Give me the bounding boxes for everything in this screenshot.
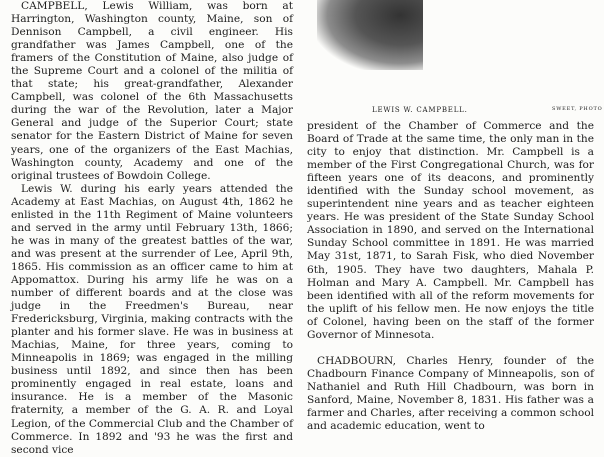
campbell-biography-career: Lewis W. during his early years attended the Academy at East Machias, on August 4th, 1862 he enlisted in the 11th Regiment of Maine volunteers and served in the army until February 13th, 1866; he was in many of the greatest battles of the war, and was present at the surrender of Lee, April 9th, 1865. His commission as an officer came to him at Appomattox. During his army life he was on a number of different boards and at the close was judge in the Freedmen's Bureau, near Fredericksburg, Virginia, making contracts with the planter and his former slave. He was in business at Machias, Maine, for three years, coming to Minneapolis in 1869; was engaged in the milling business until 1892, and since then has been prominently engaged in real estate, loans and insurance. He is a member of the Masonic fraternity, a member of the G. A. R. and Loyal Legion, of the Commercial Club and the Chamber of Commerce. In 1892 and '93 he was the first and second vice bbox=[11, 182, 293, 456]
portrait-photo-highlight bbox=[423, 0, 573, 88]
left-column bbox=[11, 0, 293, 457]
right-column bbox=[307, 120, 594, 433]
campbell-biography-intro: CAMPBELL, Lewis William, was born at Harrington, Washington county, Maine, son of Dennison Campbell, a civil engineer. His grandfather was James Campbell, one of the framers of the Constitution of Maine, also judge of the Supreme Court and a colonel of the militia of that state; his great-grandfather, Alexander Campbell, was colonel of the 6th Massachusetts during the war of the Revolution, later a Major General and judge of the Superior Court; state senator for the Eastern District of Maine for seven years, one of the organizers of the East Machias, Washington county, Academy and one of the original trustees of Bowdoin College. bbox=[11, 0, 293, 182]
campbell-biography-continuation: president of the Chamber of Commerce and the Board of Trade at the same time, the only man in the city to enjoy that distinction. Mr. Campbell is a member of the First Congregational Church, was for fifteen years one of its deacons, and prominently identified with the Sunday school movement, as superintendent nine years and as teacher eighteen years. He was president of the State Sunday School Association in 1890, and served on the International Sunday School committee in 1891. He was married May 31st, 1871, to Sarah Fisk, who died November 6th, 1905. They have two daughters, Mahala P. Holman and Mary A. Campbell. Mr. Campbell has been identified with all of the reform movements for the uplift of his fellow men. He now enjoys the title of Colonel, having been on the staff of the former Governor of Minnesota. bbox=[307, 120, 594, 341]
photo-caption-credit: SWEET, PHOTO bbox=[552, 106, 603, 112]
portrait-photo bbox=[307, 0, 594, 100]
photo-caption-name: LEWIS W. CAMPBELL. bbox=[372, 106, 468, 114]
chadbourn-biography: CHADBOURN, Charles Henry, founder of the Chadbourn Finance Company of Minneapolis, son of Nathaniel and Ruth Hill Chadbourn, was born in Sanford, Maine, November 8, 1831. His father was a farmer and Charles, after receiving a common school and academic education, went to bbox=[307, 354, 594, 433]
